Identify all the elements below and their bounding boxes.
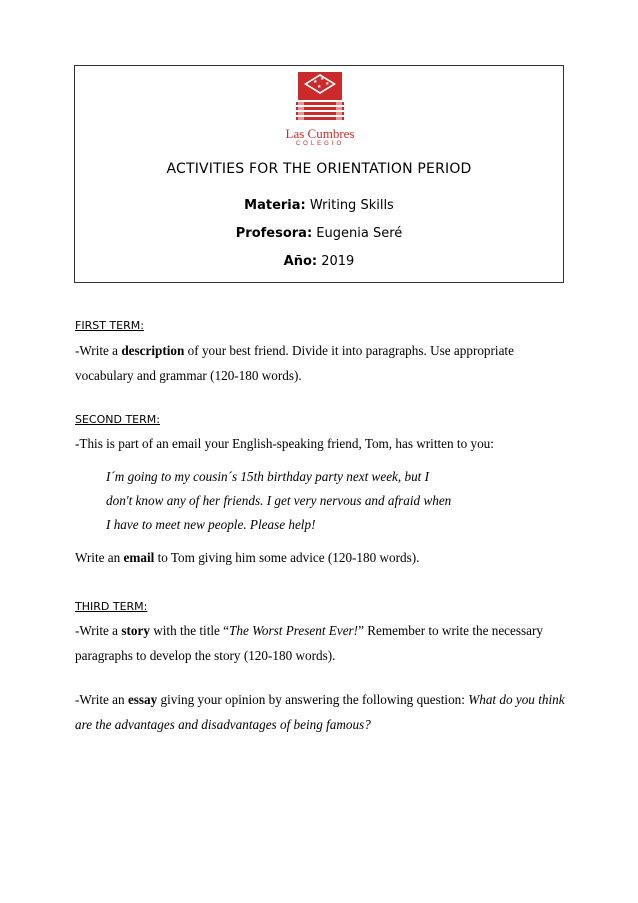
text-fragment: of your best friend. Divide it into paragraphs. Use appropriate vocabulary and grammar (120-180 words).	[75, 343, 514, 383]
second-term-task	[75, 545, 565, 570]
anio-line	[74, 254, 564, 269]
bold-keyword: description	[121, 343, 185, 358]
logo-subtitle: COLEGIO	[295, 141, 345, 147]
third-term-essay	[75, 687, 565, 737]
svg-text:★: ★	[320, 77, 325, 82]
quote-line: I have to meet new people. Please help!	[106, 517, 316, 532]
svg-text:★: ★	[317, 85, 322, 90]
svg-text:★: ★	[325, 82, 330, 87]
materia-value: Writing Skills	[305, 198, 394, 213]
italic-question: What do you think are the advantages and disadvantages of being famous?	[75, 692, 565, 732]
text-fragment: with the title “	[149, 623, 230, 638]
second-term-heading: SECOND TERM:	[75, 413, 160, 426]
email-quote	[106, 465, 526, 537]
text-fragment: giving your opinion by answering the following question:	[157, 692, 469, 707]
anio-label: Año:	[283, 254, 318, 269]
materia-label: Materia:	[244, 198, 306, 213]
first-term-heading: FIRST TERM:	[75, 319, 144, 332]
text-fragment: -Write an	[75, 692, 128, 707]
bold-keyword: email	[123, 550, 155, 565]
profesora-line	[74, 226, 564, 241]
first-term-text	[75, 338, 565, 388]
logo-name: Las Cumbres	[285, 126, 355, 141]
second-term-intro: -This is part of an email your English-speaking friend, Tom, has written to you:	[75, 436, 494, 451]
text-fragment: Write an	[75, 550, 124, 565]
school-logo	[278, 68, 362, 147]
bold-keyword: essay	[127, 692, 158, 707]
text-fragment: to Tom giving him some advice (120-180 words).	[154, 550, 420, 565]
profesora-label: Profesora:	[235, 226, 313, 241]
page-title: ACTIVITIES FOR THE ORIENTATION PERIOD	[166, 161, 472, 177]
quote-line: don't know any of her friends. I get very nervous and afraid when	[106, 493, 452, 508]
materia-line	[74, 198, 564, 213]
text-fragment: ” Remember to write the necessary paragraphs to develop the story (120-180 words).	[75, 623, 543, 663]
svg-text:★: ★	[313, 80, 318, 85]
bold-keyword: story	[121, 623, 150, 638]
third-term-heading: THIRD TERM:	[75, 600, 148, 613]
text-fragment: -Write a	[75, 343, 122, 358]
anio-value: 2019	[317, 254, 355, 269]
text-fragment: -Write a	[75, 623, 122, 638]
profesora-value: Eugenia Seré	[312, 226, 403, 241]
third-term-story	[75, 618, 565, 668]
quote-line: I´m going to my cousin´s 15th birthday party next week, but I	[106, 469, 430, 484]
italic-title: The Worst Present Ever!	[229, 623, 359, 638]
